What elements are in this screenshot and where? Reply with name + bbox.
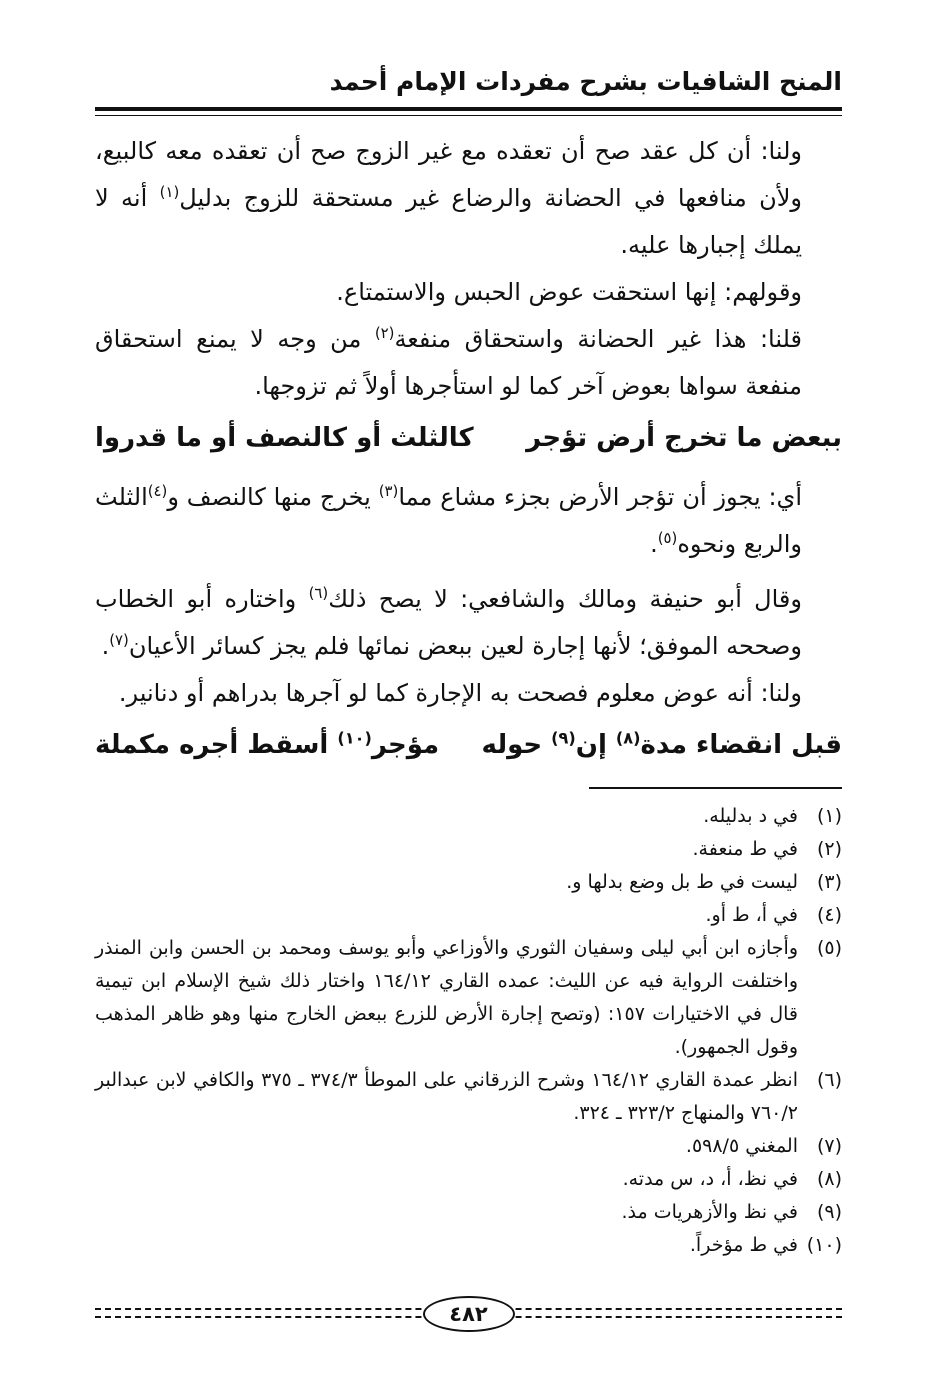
footnote-text: انظر عمدة القاري ١٦٤/١٢ وشرح الزرقاني على الموطأ ٣٧٤/٣ ـ ٣٧٥ والكافي لابن عبدالبر ٧٦٠/٢ والمنهاج ٣٢٣/٢ ـ ٣٢٤. bbox=[95, 1069, 798, 1124]
footnote-text: في ط منعفة. bbox=[692, 838, 798, 860]
footnote-number: (٣) bbox=[816, 871, 842, 893]
footnote-ref[interactable]: (١٠) bbox=[337, 728, 372, 748]
footnote bbox=[95, 866, 842, 899]
main-text bbox=[95, 128, 842, 781]
footnote-ref[interactable]: (٣) bbox=[378, 482, 399, 500]
footnote-text: في أ، ط أو. bbox=[705, 904, 798, 926]
paragraph: أي: يجوز أن تؤجر الأرض بجزء مشاع مما$^{(٣)}$ يخرج منها كالنصف و$^{(٤)}$الثلث والربع ونحوه$^{(٥)}$. bbox=[95, 482, 803, 558]
verse-hemistich-right: ببعض ما تخرج أرض تؤجر bbox=[526, 423, 842, 453]
footnote-number: (٧) bbox=[816, 1135, 842, 1157]
verse-hemistich-left: كالثلث أو كالنصف أو ما قدروا bbox=[95, 423, 474, 453]
footnote-number: (٦) bbox=[816, 1069, 842, 1091]
footnote-ref[interactable]: (١) bbox=[159, 183, 180, 201]
footnote bbox=[95, 1163, 842, 1196]
footnote-ref[interactable]: (٢) bbox=[374, 324, 395, 342]
paragraph: ولنا: أنه عوض معلوم فصحت به الإجارة كما لو آجرها بدراهم أو دنانير. bbox=[118, 679, 802, 707]
paragraph: وقولهم: إنها استحقت عوض الحبس والاستمتاع. bbox=[336, 278, 802, 306]
footnote bbox=[95, 1229, 842, 1262]
footnote bbox=[95, 932, 842, 1064]
footnote-text: في د بدليله. bbox=[703, 805, 798, 827]
footnote-ref[interactable]: (٦) bbox=[308, 584, 329, 602]
footnote-number: (٢) bbox=[816, 838, 842, 860]
footnote-ref[interactable]: (٤) bbox=[147, 482, 168, 500]
header-rule-thick bbox=[95, 107, 842, 111]
footnote-ref[interactable]: (٥) bbox=[657, 529, 678, 547]
footnote-text: في نظ والأزهريات مذ. bbox=[621, 1201, 798, 1223]
paragraph: ولنا: أن كل عقد صح أن تعقده مع غير الزوج صح أن تعقده معه كالبيع، ولأن منافعها في الحضانة والرضاع غير مستحقة للزوج بدليل$^{(١)}$ أنه لا يملك إجبارها عليه. bbox=[95, 137, 802, 259]
footnote bbox=[95, 1196, 842, 1229]
footnote-number: (٨) bbox=[816, 1168, 842, 1190]
running-header: المنح الشافيات بشرح مفردات الإمام أحمد bbox=[329, 67, 842, 96]
footnote-text: في نظ، أ، د، س مدته. bbox=[622, 1168, 798, 1190]
paragraph: قلنا: هذا غير الحضانة واستحقاق منفعة$^{(٢)}$ من وجه لا يمنع استحقاق منفعة سواها بعوض آخر كما لو استأجرها أولاً ثم تزوجها. bbox=[95, 324, 802, 400]
footnote-separator bbox=[589, 787, 842, 789]
footnote-ref[interactable]: (٩) bbox=[551, 728, 576, 748]
footnote bbox=[95, 800, 842, 833]
page-footer bbox=[95, 1294, 842, 1334]
footnote-number: (٩) bbox=[816, 1201, 842, 1223]
footnote-number: (٤) bbox=[816, 904, 842, 926]
footnote bbox=[95, 899, 842, 932]
paragraph: وقال أبو حنيفة ومالك والشافعي: لا يصح ذلك$^{(٦)}$ واختاره أبو الخطاب وصححه الموفق؛ لأنها إجارة لعين ببعض نمائها فلم يجز كسائر الأعيان$^{(٧)}$. bbox=[95, 584, 802, 660]
verse-line bbox=[95, 414, 842, 462]
verse-hemistich-left: مؤجر$^{(١٠)}$ أسقط أجره مكملة bbox=[95, 728, 440, 760]
verse-hemistich-right: قبل انقضاء مدة$^{(٨)}$ إن$^{(٩)}$ حوله bbox=[481, 728, 842, 760]
header-rule-thin bbox=[95, 115, 842, 116]
footnote-number: (١٠) bbox=[806, 1234, 842, 1256]
page-number: ٤٨٢ bbox=[423, 1296, 515, 1332]
footnote-number: (٥) bbox=[816, 937, 842, 959]
footnote-text: المغني ٥٩٨/٥. bbox=[685, 1135, 798, 1157]
footnote bbox=[95, 833, 842, 866]
footnote-number: (١) bbox=[816, 805, 842, 827]
footnotes bbox=[95, 800, 842, 1262]
verse-line bbox=[95, 721, 842, 769]
footnote-ref[interactable]: (٧) bbox=[109, 631, 129, 649]
footnote bbox=[95, 1130, 842, 1163]
footnote-ref[interactable]: (٨) bbox=[615, 728, 641, 748]
footnote bbox=[95, 1064, 842, 1130]
footnote-text: ليست في ط بل وضع بدلها و. bbox=[566, 871, 798, 893]
footnote-text: وأجازه ابن أبي ليلى وسفيان الثوري والأوزاعي وأبو يوسف ومحمد بن الحسن وابن المنذر واختلفت الرواية فيه عن الليث: عمده القاري ١٦٤/١٢ واختار ذلك شيخ الإسلام ابن تيمية قال في الاختيارات ١٥٧: (وتصح إجارة الأرض للزرع ببعض الخارج منها وهو ظاهر المذهب وقول الجمهور). bbox=[95, 937, 799, 1058]
footnote-text: في ط مؤخراً. bbox=[689, 1234, 798, 1256]
